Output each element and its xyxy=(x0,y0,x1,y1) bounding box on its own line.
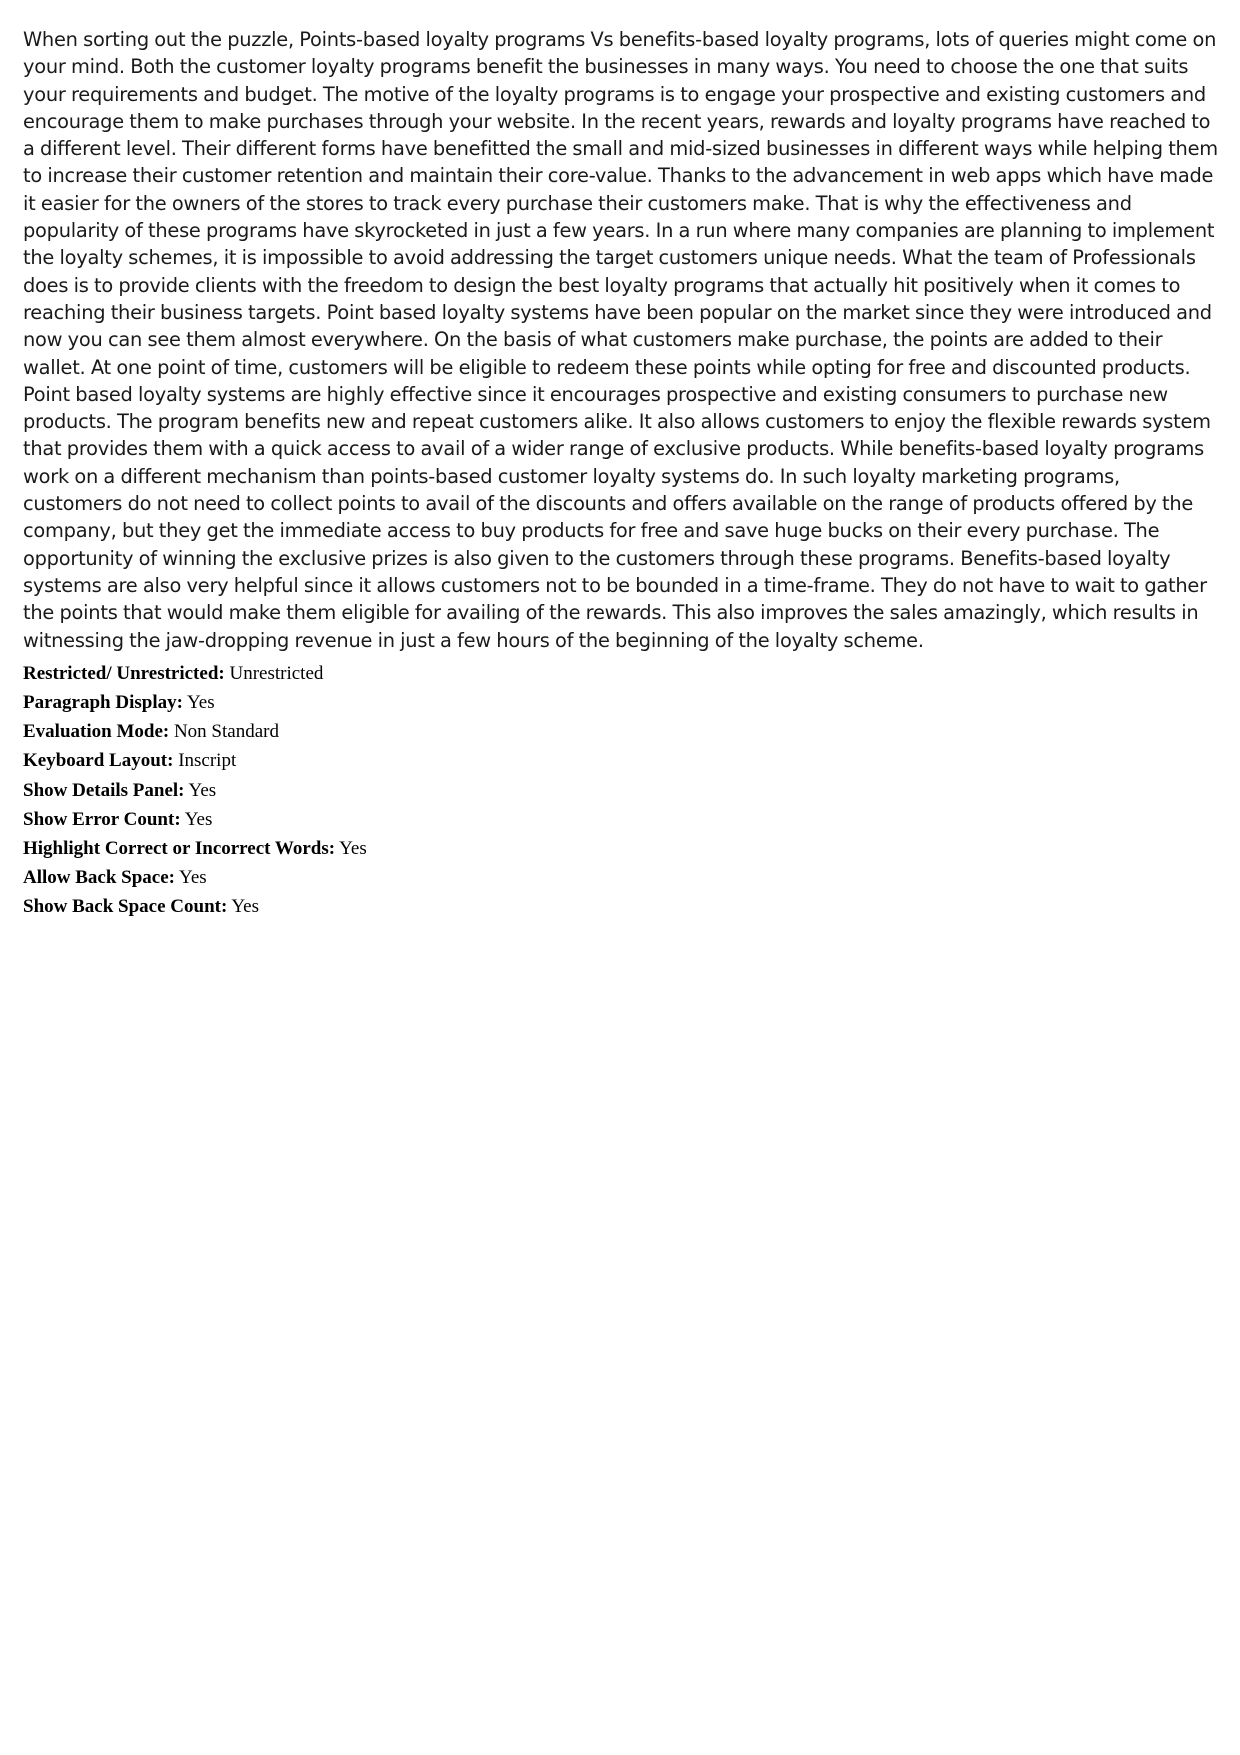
setting-show-back-space-count xyxy=(23,892,1223,921)
setting-value: Yes xyxy=(186,692,215,714)
setting-value: Yes xyxy=(339,838,367,860)
test-settings-list xyxy=(23,659,1223,922)
setting-value: Yes xyxy=(188,779,217,801)
setting-paragraph-display xyxy=(23,688,1223,717)
setting-value: Yes xyxy=(231,896,259,918)
setting-label: Show Back Space Count: xyxy=(23,896,228,918)
setting-restriction xyxy=(23,659,1223,688)
setting-highlight-words xyxy=(23,834,1223,863)
setting-label: Show Details Panel: xyxy=(23,779,185,801)
setting-value: Non Standard xyxy=(173,721,279,743)
setting-value: Unrestricted xyxy=(229,662,324,684)
setting-evaluation-mode xyxy=(23,717,1223,746)
setting-label: Paragraph Display: xyxy=(23,692,183,714)
setting-label: Restricted/ Unrestricted: xyxy=(23,662,225,684)
setting-value: Yes xyxy=(184,808,213,830)
typing-passage: When sorting out the puzzle, Points-based loyalty programs Vs benefits-based loyalty programs, lots of queries might come on your mind. Both the customer loyalty programs benefit the businesses in many ways. You need to choose the one that suits your requirements and budget. The motive of the loyalty programs is to engage your prospective and existing customers and encourage them to make purchases through your website. In the recent years, rewards and loyalty programs have reached to a different level. Their different forms have benefitted the small and mid-sized businesses in different ways while helping them to increase their customer retention and maintain their core-value. Thanks to the advancement in web apps which have made it easier for the owners of the stores to track every purchase their customers make. That is why the effectiveness and popularity of these programs have skyrocketed in just a few years. In a run where many companies are planning to implement the loyalty schemes, it is impossible to avoid addressing the target customers unique needs. What the team of Professionals does is to provide clients with the freedom to design the best loyalty programs that actually hit positively when it comes to reaching their business targets. Point based loyalty systems have been popular on the market since they were introduced and now you can see them almost everywhere. On the basis of what customers make purchase, the points are added to their wallet. At one point of time, customers will be eligible to redeem these points while opting for free and discounted products. Point based loyalty systems are highly effective since it encourages prospective and existing consumers to purchase new products. The program benefits new and repeat customers alike. It also allows customers to enjoy the flexible rewards system that provides them with a quick access to avail of a wider range of exclusive products. While benefits-based loyalty programs work on a different mechanism than points-based customer loyalty systems do. In such loyalty marketing programs, customers do not need to collect points to avail of the discounts and offers available on the range of products offered by the company, but they get the immediate access to buy products for free and save huge bucks on their every purchase. The opportunity of winning the exclusive prizes is also given to the customers through these programs. Benefits-based loyalty systems are also very helpful since it allows customers not to be bounded in a time-frame. They do not have to wait to gather the points that would make them eligible for availing of the rewards. This also improves the sales amazingly, which results in witnessing the jaw-dropping revenue in just a few hours of the beginning of the loyalty scheme. xyxy=(23,28,1218,652)
setting-value: Inscript xyxy=(178,750,237,772)
setting-label: Highlight Correct or Incorrect Words: xyxy=(23,838,336,860)
setting-keyboard-layout xyxy=(23,746,1223,775)
setting-allow-back-space xyxy=(23,863,1223,892)
setting-label: Evaluation Mode: xyxy=(23,721,170,743)
setting-value: Yes xyxy=(179,867,207,889)
document-page xyxy=(23,26,1223,922)
setting-show-details-panel xyxy=(23,776,1223,805)
setting-label: Show Error Count: xyxy=(23,808,181,830)
setting-label: Keyboard Layout: xyxy=(23,750,174,772)
setting-show-error-count xyxy=(23,805,1223,834)
setting-label: Allow Back Space: xyxy=(23,867,175,889)
